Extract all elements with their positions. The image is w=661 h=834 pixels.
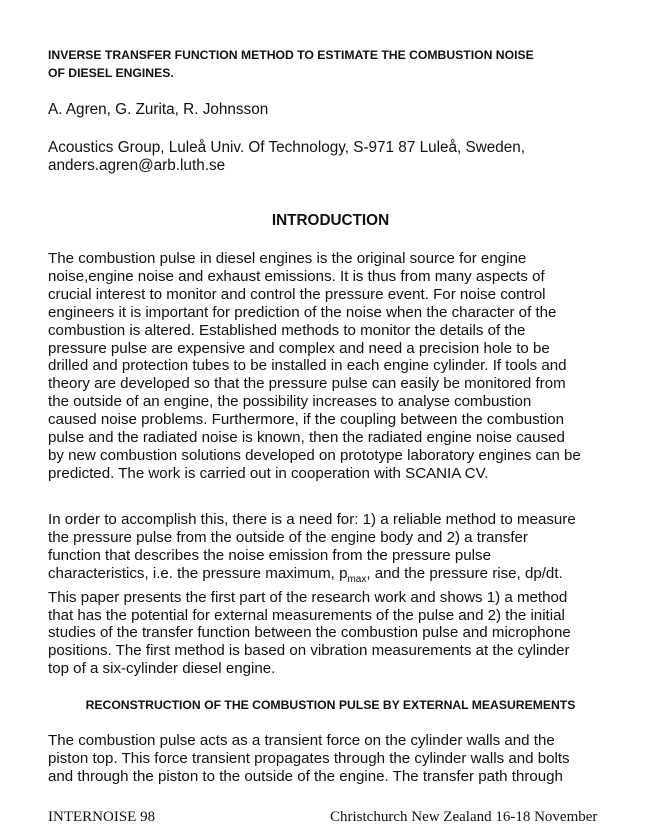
reconstruction-paragraph bbox=[48, 732, 628, 786]
author-email: anders.agren@arb.luth.se bbox=[48, 157, 226, 174]
affiliation-line: Acoustics Group, Luleå Univ. Of Technology, S-971 87 Luleå, Sweden, bbox=[48, 139, 526, 156]
title-line: INVERSE TRANSFER FUNCTION METHOD TO ESTIMATE THE COMBUSTION NOISE bbox=[48, 48, 534, 62]
paragraph-line: that has the potential for external measurements of the pulse and 2) the initial bbox=[48, 606, 565, 624]
paragraph-line: This paper presents the first part of the research work and shows 1) a method bbox=[48, 588, 568, 606]
introduction-paragraph-2 bbox=[48, 511, 628, 678]
paragraph-line: drilled and protection tubes to be installed in each engine cylinder. If tools and bbox=[48, 357, 567, 375]
paragraph-line: function that describes the noise emission from the pressure pulse bbox=[48, 546, 491, 564]
text-run: , and the pressure rise, dp/dt. bbox=[366, 564, 563, 582]
paragraph-line: The combustion pulse in diesel engines is the original source for engine bbox=[48, 250, 527, 267]
introduction-paragraph-1 bbox=[48, 250, 628, 483]
paragraph-line: In order to accomplish this, there is a need for: 1) a reliable method to measure bbox=[48, 511, 576, 528]
paragraph-line: crucial interest to monitor and control the pressure event. For noise control bbox=[48, 285, 546, 303]
paragraph-line: predicted. The work is carried out in cooperation with SCANIA CV. bbox=[48, 464, 489, 482]
paper-title bbox=[48, 46, 608, 82]
paragraph-line: noise,engine noise and exhaust emissions. It is thus from many aspects of bbox=[48, 267, 545, 285]
paragraph-line: by new combustion solutions developed on prototype laboratory engines can be bbox=[48, 446, 581, 464]
paragraph-line: pulse and the radiated noise is known, then the radiated engine noise caused bbox=[48, 429, 565, 447]
paragraph-line: combustion is altered. Established methods to monitor the details of the bbox=[48, 321, 526, 339]
footer-location-date: Christchurch New Zealand 16-18 November bbox=[330, 809, 598, 825]
subscript-max: max bbox=[347, 573, 367, 585]
section-heading-introduction: INTRODUCTION bbox=[271, 212, 390, 229]
paragraph-line: piston top. This force transient propagates through the cylinder walls and bolts bbox=[48, 749, 570, 767]
footer-conference: INTERNOISE 98 bbox=[48, 809, 156, 825]
paragraph-line: theory are developed so that the pressure pulse can easily be monitored from bbox=[48, 375, 566, 393]
paragraph-line: the outside of an engine, the possibility increases to analyse combustion bbox=[48, 393, 532, 411]
paragraph-line: and through the piston to the outside of the engine. The transfer path through bbox=[48, 767, 563, 785]
paragraph-line: studies of the transfer function between the combustion pulse and microphone bbox=[48, 624, 571, 642]
paragraph-line: The combustion pulse acts as a transient force on the cylinder walls and the bbox=[48, 732, 555, 749]
paragraph-line: top of a six-cylinder diesel engine. bbox=[48, 660, 276, 678]
paragraph-line: positions. The first method is based on vibration measurements at the cylinder bbox=[48, 642, 570, 660]
paragraph-line: pressure pulse are expensive and complex and need a precision hole to be bbox=[48, 339, 550, 357]
text-run: characteristics, i.e. the pressure maximum, p bbox=[48, 564, 348, 582]
paragraph-line: the pressure pulse from the outside of the engine body and 2) a transfer bbox=[48, 528, 528, 546]
affiliation bbox=[48, 139, 628, 175]
title-line: OF DIESEL ENGINES. bbox=[48, 66, 174, 80]
author-list: A. Agren, G. Zurita, R. Johnsson bbox=[48, 101, 269, 118]
section-heading-reconstruction: RECONSTRUCTION OF THE COMBUSTION PULSE BY EXTERNAL MEASUREMENTS bbox=[85, 698, 576, 712]
paragraph-line: engineers it is important for prediction of the noise when the character of the bbox=[48, 303, 557, 321]
paragraph-line bbox=[48, 565, 628, 589]
paragraph-line: caused noise problems. Furthermore, if the coupling between the combustion bbox=[48, 411, 564, 429]
